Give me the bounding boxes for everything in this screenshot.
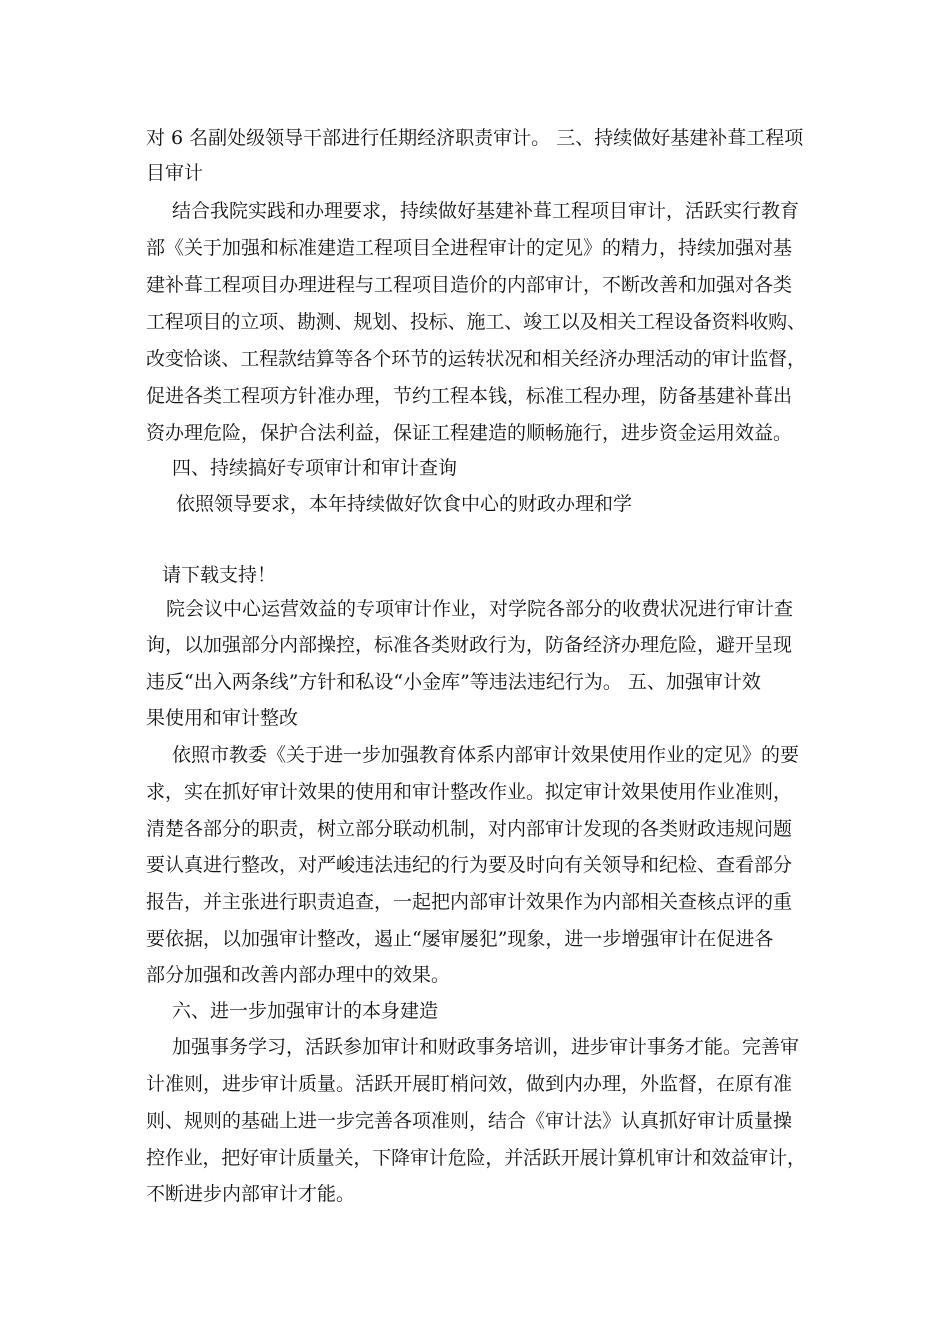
text-line: 要认真进行整改，对严峻违法违纪的行为要及时向有关领导和纪检、查看部分 xyxy=(146,854,793,876)
download-notice: 请下载支持！ xyxy=(162,564,277,586)
text-line: 院会议中心运营效益的专项审计作业，对学院各部分的收费状况进行审计查 xyxy=(166,598,794,620)
text-line: 不断进步内部审计才能。 xyxy=(146,1183,356,1205)
text-line: 计准则，进步审计质量。活跃开展盯梢问效，做到内办理，外监督，在原有准 xyxy=(146,1073,793,1095)
text-line: 部《关于加强和标准建造工程项目全进程审计的定见》的精力，持续加强对基 xyxy=(146,237,793,259)
text-line: 目审计 xyxy=(146,162,204,184)
section-heading: 四、持续搞好专项审计和审计查询 xyxy=(172,457,458,479)
text-line: 要依据，以加强审计整改，遏止“屡审屡犯”现象，进一步增强审计在促进各 xyxy=(146,928,774,950)
text-line: 违反“出入两条线”方针和私设“小金库”等违法违纪行为。 五、加强审计效 xyxy=(146,671,761,693)
text-line: 则、规则的基础上进一步完善各项准则，结合《审计法》认真抓好审计质量操 xyxy=(146,1110,793,1132)
text-line: 工程项目的立项、勘测、规划、投标、施工、竣工以及相关工程设备资料收购、 xyxy=(146,311,806,333)
text-line: 结合我院实践和办理要求，持续做好基建补葺工程项目审计，活跃实行教育 xyxy=(172,200,800,222)
text-line: 报告，并主张进行职责追查，一起把内部审计效果作为内部相关查核点评的重 xyxy=(146,891,793,913)
text-line: 控作业，把好审计质量关，下降审计危险，并活跃开展计算机审计和效益审计， xyxy=(146,1147,806,1169)
text-line: 果使用和审计整改 xyxy=(146,707,299,729)
text-line: 依照市教委《关于进一步加强教育体系内部审计效果使用作业的定见》的要 xyxy=(172,744,800,766)
text-line: 清楚各部分的职责，树立部分联动机制，对内部审计发现的各类财政违规问题 xyxy=(146,818,793,840)
text-line: 求，实在抓好审计效果的使用和审计整改作业。拟定审计效果使用作业准则， xyxy=(146,781,793,803)
text-line: 依照领导要求，本年持续做好饮食中心的财政办理和学 xyxy=(176,493,633,515)
text-line: 询，以加强部分内部操控，标准各类财政行为，防备经济办理危险，避开呈现 xyxy=(146,634,793,656)
text-line: 改变恰谈、工程款结算等各个环节的运转状况和相关经济办理活动的审计监督， xyxy=(146,348,806,370)
text-line: 促进各类工程项方针准办理，节约工程本钱，标准工程办理，防备基建补葺出 xyxy=(146,385,793,407)
text-line: 建补葺工程项目办理进程与工程项目造价的内部审计，不断改善和加强对各类 xyxy=(146,274,793,296)
text-line: 加强事务学习，活跃参加审计和财政事务培训，进步审计事务才能。完善审 xyxy=(172,1036,800,1058)
text-line: 资办理危险，保护合法利益，保证工程建造的顺畅施行，进步资金运用效益。 xyxy=(146,422,793,444)
text-line: 对 6 名副处级领导干部进行任期经济职责审计。 三、持续做好基建补葺工程项 xyxy=(146,127,804,149)
text-line: 部分加强和改善内部办理中的效果。 xyxy=(146,964,451,986)
section-heading: 六、进一步加强审计的本身建造 xyxy=(172,1000,439,1022)
